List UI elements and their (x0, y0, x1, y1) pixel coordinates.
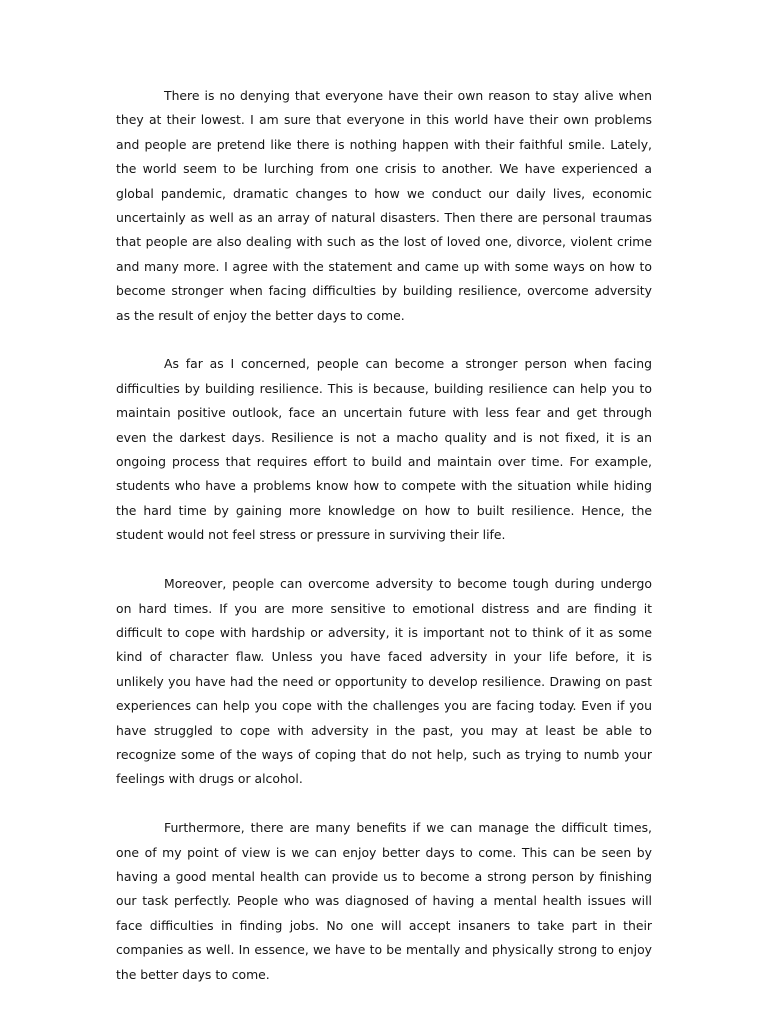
paragraph-2: As far as I concerned, people can become a stronger person when facing difficulties by building resilience. This is because, building resilience can help you to maintain positive outlook, face an uncertain future with less fear and get through even the darkest days. Resilience is not a macho quality and is not fixed, it is an ongoing process that requires effort to build and maintain over time. For example, students who have a problems know how to compete with the situation while hiding the hard time by gaining more knowledge on how to built resilience. Hence, the student would not feel stress or pressure in surviving their life. (116, 356, 652, 543)
paragraph-4: Furthermore, there are many benefits if we can manage the difficult times, one of my point of view is we can enjoy better days to come. This can be seen by having a good mental health can provide us to become a strong person by finishing our task perfectly. People who was diagnosed of having a mental health issues will face difficulties in finding jobs. No one will accept insaners to take part in their companies as well. In essence, we have to be mentally and physically strong to enjoy the better days to come. (116, 820, 652, 982)
paragraph-1: There is no denying that everyone have their own reason to stay alive when they at their lowest. I am sure that everyone in this world have their own problems and people are pretend like there is nothing happen with their faithful smile. Lately, the world seem to be lurching from one crisis to another. We have experienced a global pandemic, dramatic changes to how we conduct our daily lives, economic uncertainly as well as an array of natural disasters. Then there are personal traumas that people are also dealing with such as the lost of loved one, divorce, violent crime and many more. I agree with the statement and came up with some ways on how to become stronger when facing difficulties by building resilience, overcome adversity as the result of enjoy the better days to come. (116, 88, 652, 323)
essay-body (116, 84, 652, 1011)
paragraph-3: Moreover, people can overcome adversity to become tough during undergo on hard times. If you are more sensitive to emotional distress and are finding it difficult to cope with hardship or adversity, it is important not to think of it as some kind of character flaw. Unless you have faced adversity in your life before, it is unlikely you have had the need or opportunity to develop resilience. Drawing on past experiences can help you cope with the challenges you are facing today. Even if you have struggled to cope with adversity in the past, you may at least be able to recognize some of the ways of coping that do not help, such as trying to numb your feelings with drugs or alcohol. (116, 576, 652, 787)
